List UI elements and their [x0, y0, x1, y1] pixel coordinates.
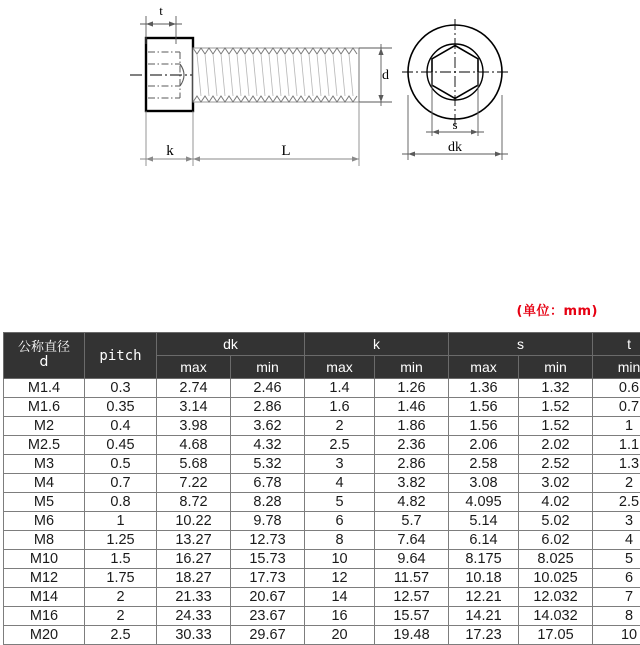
cell-pitch: 1.5: [85, 550, 157, 569]
cell-k-min: 7.64: [375, 531, 449, 550]
cell-dk-max: 18.27: [157, 569, 231, 588]
header-t: t: [593, 333, 640, 356]
cell-t-min: 2.5: [593, 493, 640, 512]
cell-dk-max: 8.72: [157, 493, 231, 512]
cell-d: M12: [4, 569, 85, 588]
cell-pitch: 2.5: [85, 626, 157, 645]
cell-t-min: 8: [593, 607, 640, 626]
cell-dk-max: 16.27: [157, 550, 231, 569]
cell-s-max: 8.175: [449, 550, 519, 569]
cell-dk-max: 30.33: [157, 626, 231, 645]
cell-dk-min: 2.86: [231, 398, 305, 417]
cell-s-min: 5.02: [519, 512, 593, 531]
cell-k-min: 1.86: [375, 417, 449, 436]
dim-label-L: L: [281, 143, 290, 159]
side-view: [130, 38, 359, 111]
dim-label-d: d: [382, 68, 389, 83]
cell-k-max: 4: [305, 474, 375, 493]
cell-t-min: 0.7: [593, 398, 640, 417]
cell-k-max: 1.4: [305, 379, 375, 398]
cell-dk-min: 9.78: [231, 512, 305, 531]
cell-dk-max: 24.33: [157, 607, 231, 626]
cell-dk-min: 29.67: [231, 626, 305, 645]
cell-k-min: 5.7: [375, 512, 449, 531]
cell-k-max: 1.6: [305, 398, 375, 417]
cell-k-max: 3: [305, 455, 375, 474]
cell-s-max: 3.08: [449, 474, 519, 493]
cell-k-min: 1.26: [375, 379, 449, 398]
cell-s-min: 12.032: [519, 588, 593, 607]
screw-spec-table: [3, 332, 640, 645]
cell-pitch: 0.7: [85, 474, 157, 493]
cell-pitch: 1: [85, 512, 157, 531]
cell-t-min: 5: [593, 550, 640, 569]
cell-d: M16: [4, 607, 85, 626]
cell-d: M4: [4, 474, 85, 493]
dimension-d: [359, 44, 392, 106]
header-nominal-diameter-symbol: d: [4, 355, 84, 370]
cell-d: M1.4: [4, 379, 85, 398]
cell-t-min: 3: [593, 512, 640, 531]
cell-s-max: 5.14: [449, 512, 519, 531]
cell-pitch: 1.25: [85, 531, 157, 550]
cell-d: M5: [4, 493, 85, 512]
cell-dk-max: 2.74: [157, 379, 231, 398]
cell-dk-min: 15.73: [231, 550, 305, 569]
cell-d: M14: [4, 588, 85, 607]
cell-k-min: 11.57: [375, 569, 449, 588]
table-row: [4, 455, 640, 474]
cell-s-max: 6.14: [449, 531, 519, 550]
technical-drawing: [0, 0, 640, 185]
cell-k-max: 14: [305, 588, 375, 607]
table-row: [4, 588, 640, 607]
table-row: [4, 493, 640, 512]
cell-pitch: 1.75: [85, 569, 157, 588]
header-nominal-diameter: [4, 333, 85, 379]
unit-note: (单位：mm): [517, 300, 598, 319]
header-s-max: max: [449, 356, 519, 379]
cell-s-min: 4.02: [519, 493, 593, 512]
cell-k-min: 15.57: [375, 607, 449, 626]
cell-t-min: 1: [593, 417, 640, 436]
table-row: [4, 626, 640, 645]
cell-dk-min: 6.78: [231, 474, 305, 493]
cell-pitch: 0.8: [85, 493, 157, 512]
cell-s-min: 3.02: [519, 474, 593, 493]
cell-t-min: 7: [593, 588, 640, 607]
cell-s-min: 2.52: [519, 455, 593, 474]
cell-k-min: 2.86: [375, 455, 449, 474]
header-nominal-diameter-cn: 公称直径: [4, 341, 84, 355]
cell-d: M8: [4, 531, 85, 550]
cell-t-min: 0.6: [593, 379, 640, 398]
cell-d: M3: [4, 455, 85, 474]
cell-t-min: 1.1: [593, 436, 640, 455]
cell-d: M10: [4, 550, 85, 569]
cell-k-min: 9.64: [375, 550, 449, 569]
table-row: [4, 398, 640, 417]
cell-dk-max: 21.33: [157, 588, 231, 607]
table-row: [4, 436, 640, 455]
cell-k-min: 4.82: [375, 493, 449, 512]
cell-pitch: 0.3: [85, 379, 157, 398]
table-row: [4, 607, 640, 626]
table-row: [4, 512, 640, 531]
table-row: [4, 417, 640, 436]
dim-label-dk: dk: [448, 140, 462, 155]
cell-dk-min: 12.73: [231, 531, 305, 550]
cell-k-min: 2.36: [375, 436, 449, 455]
header-t-min: min: [593, 356, 640, 379]
cell-pitch: 0.4: [85, 417, 157, 436]
cell-s-min: 1.52: [519, 417, 593, 436]
cell-k-min: 19.48: [375, 626, 449, 645]
cell-t-min: 1.3: [593, 455, 640, 474]
cell-dk-max: 10.22: [157, 512, 231, 531]
cell-k-max: 5: [305, 493, 375, 512]
cell-d: M20: [4, 626, 85, 645]
screw-shank: [193, 48, 359, 102]
cell-s-max: 2.58: [449, 455, 519, 474]
cell-d: M6: [4, 512, 85, 531]
header-row-group: [4, 333, 640, 356]
cell-s-min: 10.025: [519, 569, 593, 588]
cell-s-max: 12.21: [449, 588, 519, 607]
cell-dk-max: 7.22: [157, 474, 231, 493]
end-view: [402, 19, 508, 160]
cell-k-max: 20: [305, 626, 375, 645]
cell-s-max: 1.36: [449, 379, 519, 398]
cell-k-min: 1.46: [375, 398, 449, 417]
screw-drawing-svg: [0, 0, 640, 185]
spec-table-container: [3, 332, 637, 645]
cell-s-max: 17.23: [449, 626, 519, 645]
table-head: [4, 333, 640, 379]
cell-s-min: 8.025: [519, 550, 593, 569]
header-pitch: pitch: [85, 333, 157, 379]
header-dk-min: min: [231, 356, 305, 379]
cell-s-max: 14.21: [449, 607, 519, 626]
header-s: s: [449, 333, 593, 356]
table-body: [4, 379, 640, 645]
cell-dk-min: 23.67: [231, 607, 305, 626]
cell-s-max: 4.095: [449, 493, 519, 512]
cell-k-min: 12.57: [375, 588, 449, 607]
cell-pitch: 0.35: [85, 398, 157, 417]
cell-k-max: 2: [305, 417, 375, 436]
cell-t-min: 4: [593, 531, 640, 550]
dim-label-s: s: [452, 117, 457, 132]
cell-dk-max: 4.68: [157, 436, 231, 455]
cell-s-min: 17.05: [519, 626, 593, 645]
header-k-min: min: [375, 356, 449, 379]
cell-k-max: 10: [305, 550, 375, 569]
cell-d: M2: [4, 417, 85, 436]
cell-dk-max: 5.68: [157, 455, 231, 474]
header-s-min: min: [519, 356, 593, 379]
cell-t-min: 2: [593, 474, 640, 493]
dim-label-k: k: [166, 143, 174, 159]
table-row: [4, 379, 640, 398]
cell-t-min: 6: [593, 569, 640, 588]
cell-k-max: 8: [305, 531, 375, 550]
header-dk: dk: [157, 333, 305, 356]
cell-s-min: 2.02: [519, 436, 593, 455]
cell-pitch: 2: [85, 607, 157, 626]
cell-k-min: 3.82: [375, 474, 449, 493]
header-k-max: max: [305, 356, 375, 379]
header-dk-max: max: [157, 356, 231, 379]
cell-k-max: 16: [305, 607, 375, 626]
cell-dk-max: 3.14: [157, 398, 231, 417]
dim-label-t: t: [159, 3, 163, 18]
cell-s-max: 1.56: [449, 417, 519, 436]
cell-s-min: 1.32: [519, 379, 593, 398]
cell-d: M2.5: [4, 436, 85, 455]
cell-dk-max: 3.98: [157, 417, 231, 436]
cell-s-max: 2.06: [449, 436, 519, 455]
cell-dk-min: 5.32: [231, 455, 305, 474]
cell-dk-max: 13.27: [157, 531, 231, 550]
cell-dk-min: 2.46: [231, 379, 305, 398]
cell-dk-min: 4.32: [231, 436, 305, 455]
cell-s-min: 6.02: [519, 531, 593, 550]
header-k: k: [305, 333, 449, 356]
cell-s-max: 1.56: [449, 398, 519, 417]
cell-dk-min: 3.62: [231, 417, 305, 436]
cell-d: M1.6: [4, 398, 85, 417]
cell-t-min: 10: [593, 626, 640, 645]
cell-s-min: 14.032: [519, 607, 593, 626]
cell-pitch: 2: [85, 588, 157, 607]
table-row: [4, 531, 640, 550]
table-row: [4, 569, 640, 588]
cell-s-max: 10.18: [449, 569, 519, 588]
cell-dk-min: 8.28: [231, 493, 305, 512]
cell-s-min: 1.52: [519, 398, 593, 417]
cell-dk-min: 17.73: [231, 569, 305, 588]
cell-pitch: 0.45: [85, 436, 157, 455]
cell-k-max: 2.5: [305, 436, 375, 455]
table-row: [4, 474, 640, 493]
cell-pitch: 0.5: [85, 455, 157, 474]
table-row: [4, 550, 640, 569]
cell-k-max: 12: [305, 569, 375, 588]
cell-dk-min: 20.67: [231, 588, 305, 607]
cell-k-max: 6: [305, 512, 375, 531]
